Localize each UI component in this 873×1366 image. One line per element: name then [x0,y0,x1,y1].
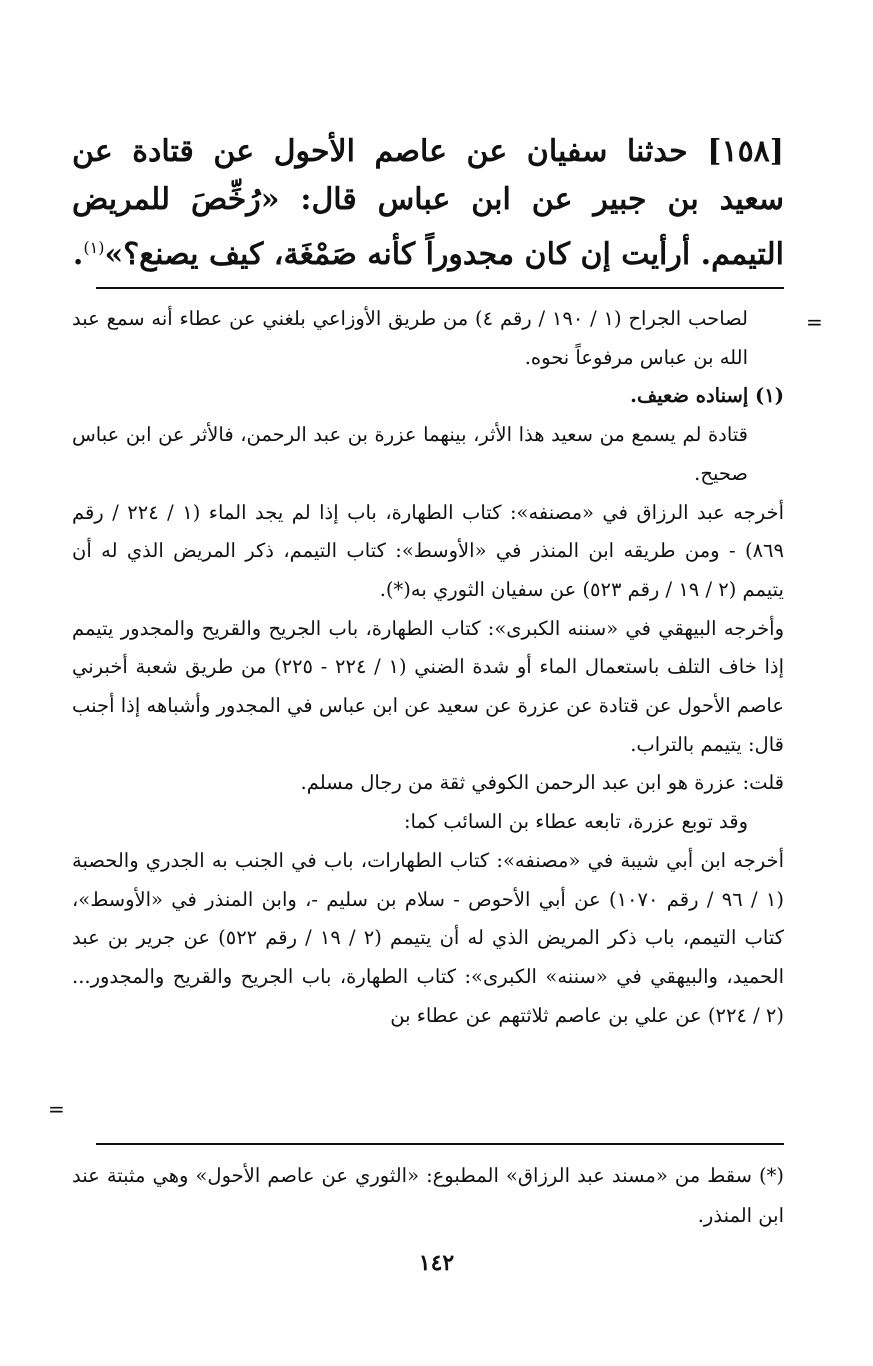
hadith-matn: «رُخِّصَ للمريض التيمم. أرأيت إن كان مجدوراً كأنه صَمْغَة، كيف يصنع؟» [72,182,784,272]
notes-section [72,300,784,1035]
note-paragraph: قتادة لم يسمع من سعيد هذا الأثر، بينهما عزرة بن عبد الرحمن، فالأثر عن ابن عباس صحيح. [72,423,748,485]
note-paragraph: أخرجه عبد الرزاق في «مصنفه»: كتاب الطهارة، باب إذا لم يجد الماء (١ / ٢٢٤ / رقم ٨٦٩) - ومن طريقه ابن المنذر في «الأوسط»: كتاب التيمم، ذكر المريض الذي له أن يتيمم (٢ / ١٩ / رقم ٥٢٣) عن سفيان الثوري به(*). [72,500,785,601]
note-paragraph: وقد توبع عزرة، تابعه عطاء بن السائب كما: [403,810,748,834]
note-carryover: لصاحب الجراح (١ / ١٩٠ / رقم ٤) من طريق الأوزاعي بلغني عن عطاء أنه سمع عبد الله بن عباس مرفوعاً نحوه. [72,307,748,369]
hadith-end: . [72,237,84,272]
footnote-section [72,1156,784,1236]
page-number: ١٤٢ [418,1250,455,1276]
hadith-number: [١٥٨] [707,134,784,169]
hadith-text [72,128,784,279]
notes-divider [96,287,784,289]
continuation-mark-top: = [806,310,823,334]
hadith-isnad: حدثنا سفيان عن عاصم الأحول عن قتادة عن سعيد بن جبير عن ابن عباس قال: [72,134,784,217]
note-paragraph: وأخرجه البيهقي في «سننه الكبرى»: كتاب الطهارة، باب الجريح والقريح والمجدور يتيمم إذا خاف التلف باستعمال الماء أو شدة الضني (١ / ٢٢٤ - ٢٢٥) من طريق شعبة أخبرني عاصم الأحول عن قتادة عن عزرة عن سعيد عن ابن عباس في المجدور وأشباهه إذا أجنب قال: يتيمم بالتراب. [72,616,784,756]
footnote-text: (*) سقط من «مسند عبد الرزاق» المطبوع: «الثوري عن عاصم الأحول» وهي مثبتة عند ابن المنذر. [72,1164,784,1227]
footnote-ref: (١) [83,238,105,257]
footnote-divider [96,1143,784,1145]
note-1-heading: (١) إسناده ضعيف. [630,384,784,408]
note-paragraph: أخرجه ابن أبي شيبة في «مصنفه»: كتاب الطهارات، باب في الجنب به الجدري والحصبة (١ / ٩٦ / رقم ١٠٧٠) عن أبي الأحوص - سلام بن سليم -، وابن المنذر في «الأوسط»، كتاب التيمم، باب ذكر المريض الذي له أن يتيمم (٢ / ١٩ / رقم ٥٢٢) عن جرير بن عبد الحميد، والبيهقي في «سننه» الكبرى»: كتاب الطهارة، باب الجريح والقريح والمجدور... (٢ / ٢٢٤) عن علي بن عاصم ثلاثتهم عن عطاء بن [72,848,784,1027]
continuation-mark-bottom: = [48,1097,65,1121]
note-paragraph: قلت: عزرة هو ابن عبد الرحمن الكوفي ثقة من رجال مسلم. [300,771,784,795]
